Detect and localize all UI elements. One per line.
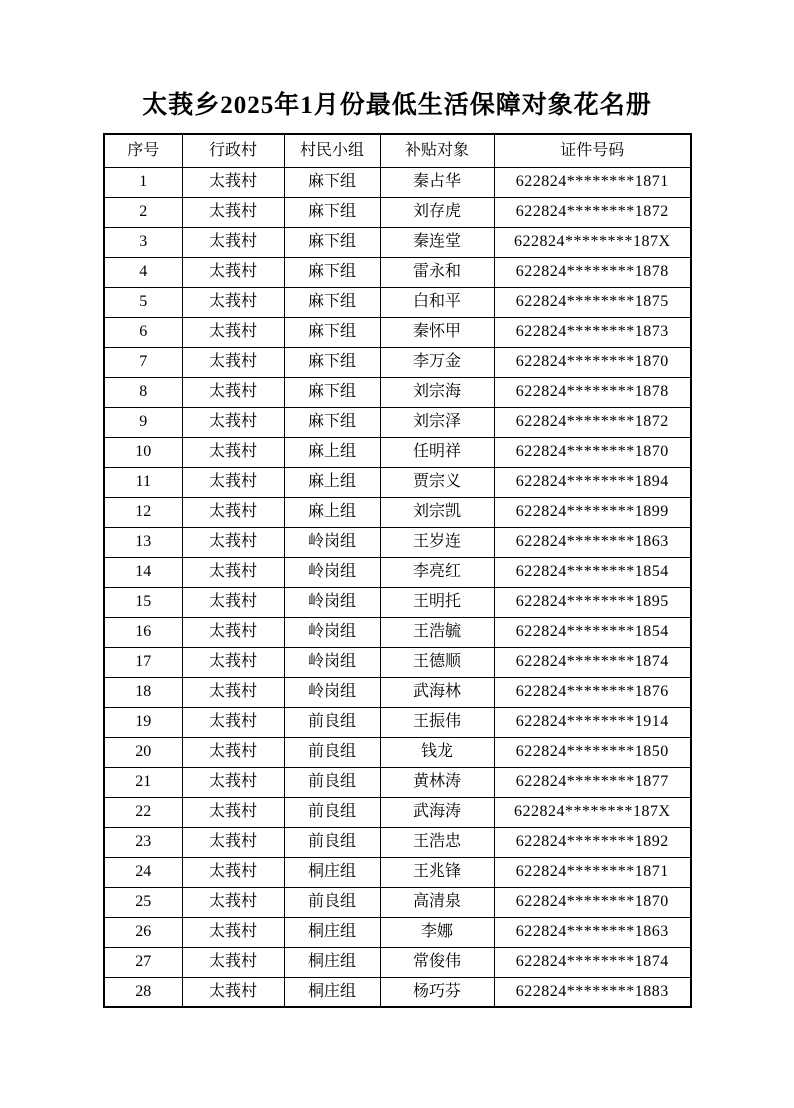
cell-id-number: 622824********1870 — [494, 437, 691, 467]
column-header-village: 行政村 — [182, 134, 284, 167]
cell-serial: 7 — [104, 347, 182, 377]
cell-village: 太莪村 — [182, 647, 284, 677]
cell-id-number: 622824********1872 — [494, 407, 691, 437]
cell-group: 前良组 — [284, 797, 380, 827]
column-header-group: 村民小组 — [284, 134, 380, 167]
cell-group: 麻上组 — [284, 437, 380, 467]
table-row — [104, 827, 691, 857]
table-row — [104, 467, 691, 497]
cell-recipient: 刘宗泽 — [380, 407, 494, 437]
cell-serial: 13 — [104, 527, 182, 557]
cell-serial: 24 — [104, 857, 182, 887]
cell-village: 太莪村 — [182, 287, 284, 317]
document-title: 太莪乡2025年1月份最低生活保障对象花名册 — [142, 92, 652, 119]
cell-id-number: 622824********1854 — [494, 557, 691, 587]
cell-id-number: 622824********1899 — [494, 497, 691, 527]
cell-serial: 20 — [104, 737, 182, 767]
cell-recipient: 黄林涛 — [380, 767, 494, 797]
cell-village: 太莪村 — [182, 797, 284, 827]
cell-id-number: 622824********1894 — [494, 467, 691, 497]
roster-table — [103, 133, 692, 1008]
cell-serial: 8 — [104, 377, 182, 407]
table-row — [104, 947, 691, 977]
cell-id-number: 622824********1875 — [494, 287, 691, 317]
cell-serial: 2 — [104, 197, 182, 227]
cell-id-number: 622824********1874 — [494, 947, 691, 977]
cell-serial: 22 — [104, 797, 182, 827]
cell-group: 麻下组 — [284, 227, 380, 257]
column-header-id-number: 证件号码 — [494, 134, 691, 167]
cell-group: 麻上组 — [284, 467, 380, 497]
cell-recipient: 武海涛 — [380, 797, 494, 827]
cell-recipient: 贾宗义 — [380, 467, 494, 497]
cell-group: 麻下组 — [284, 317, 380, 347]
cell-serial: 12 — [104, 497, 182, 527]
cell-id-number: 622824********187X — [494, 797, 691, 827]
cell-group: 桐庄组 — [284, 857, 380, 887]
cell-serial: 28 — [104, 977, 182, 1007]
table-row — [104, 317, 691, 347]
table-row — [104, 737, 691, 767]
cell-recipient: 李万金 — [380, 347, 494, 377]
cell-village: 太莪村 — [182, 257, 284, 287]
cell-id-number: 622824********1871 — [494, 857, 691, 887]
cell-id-number: 622824********1878 — [494, 257, 691, 287]
cell-village: 太莪村 — [182, 947, 284, 977]
cell-recipient: 刘宗凯 — [380, 497, 494, 527]
table-row — [104, 857, 691, 887]
table-row — [104, 677, 691, 707]
cell-group: 麻下组 — [284, 377, 380, 407]
cell-id-number: 622824********1850 — [494, 737, 691, 767]
cell-id-number: 622824********1914 — [494, 707, 691, 737]
table-row — [104, 647, 691, 677]
cell-village: 太莪村 — [182, 437, 284, 467]
cell-id-number: 622824********1870 — [494, 347, 691, 377]
cell-serial: 11 — [104, 467, 182, 497]
cell-serial: 18 — [104, 677, 182, 707]
cell-id-number: 622824********1870 — [494, 887, 691, 917]
cell-group: 岭岗组 — [284, 617, 380, 647]
cell-id-number: 622824********1872 — [494, 197, 691, 227]
cell-group: 前良组 — [284, 767, 380, 797]
cell-serial: 23 — [104, 827, 182, 857]
cell-recipient: 秦连堂 — [380, 227, 494, 257]
cell-recipient: 刘存虎 — [380, 197, 494, 227]
cell-id-number: 622824********1874 — [494, 647, 691, 677]
cell-recipient: 高清泉 — [380, 887, 494, 917]
table-row — [104, 167, 691, 197]
cell-group: 桐庄组 — [284, 947, 380, 977]
table-row — [104, 557, 691, 587]
table-row — [104, 347, 691, 377]
cell-recipient: 王明托 — [380, 587, 494, 617]
cell-recipient: 王浩忠 — [380, 827, 494, 857]
table-row — [104, 887, 691, 917]
cell-group: 桐庄组 — [284, 917, 380, 947]
table-row — [104, 377, 691, 407]
cell-group: 岭岗组 — [284, 557, 380, 587]
cell-id-number: 622824********1892 — [494, 827, 691, 857]
cell-group: 麻下组 — [284, 347, 380, 377]
cell-village: 太莪村 — [182, 977, 284, 1007]
cell-village: 太莪村 — [182, 917, 284, 947]
cell-serial: 10 — [104, 437, 182, 467]
table-row — [104, 977, 691, 1007]
table-row — [104, 707, 691, 737]
cell-group: 前良组 — [284, 827, 380, 857]
cell-village: 太莪村 — [182, 197, 284, 227]
table-row — [104, 227, 691, 257]
cell-serial: 14 — [104, 557, 182, 587]
column-header-serial: 序号 — [104, 134, 182, 167]
cell-recipient: 王德顺 — [380, 647, 494, 677]
cell-recipient: 王兆锋 — [380, 857, 494, 887]
cell-id-number: 622824********1854 — [494, 617, 691, 647]
cell-serial: 16 — [104, 617, 182, 647]
cell-recipient: 任明祥 — [380, 437, 494, 467]
table-row — [104, 797, 691, 827]
cell-village: 太莪村 — [182, 827, 284, 857]
cell-recipient: 白和平 — [380, 287, 494, 317]
cell-serial: 17 — [104, 647, 182, 677]
cell-group: 麻下组 — [284, 257, 380, 287]
cell-serial: 19 — [104, 707, 182, 737]
cell-id-number: 622824********1878 — [494, 377, 691, 407]
cell-recipient: 秦怀甲 — [380, 317, 494, 347]
cell-group: 桐庄组 — [284, 977, 380, 1007]
cell-recipient: 钱龙 — [380, 737, 494, 767]
cell-village: 太莪村 — [182, 677, 284, 707]
cell-recipient: 李亮红 — [380, 557, 494, 587]
cell-group: 麻下组 — [284, 197, 380, 227]
cell-village: 太莪村 — [182, 587, 284, 617]
cell-village: 太莪村 — [182, 317, 284, 347]
cell-id-number: 622824********1883 — [494, 977, 691, 1007]
cell-recipient: 王振伟 — [380, 707, 494, 737]
cell-id-number: 622824********1873 — [494, 317, 691, 347]
cell-id-number: 622824********1895 — [494, 587, 691, 617]
cell-id-number: 622824********1871 — [494, 167, 691, 197]
cell-serial: 27 — [104, 947, 182, 977]
cell-recipient: 李娜 — [380, 917, 494, 947]
cell-recipient: 王岁连 — [380, 527, 494, 557]
cell-recipient: 雷永和 — [380, 257, 494, 287]
cell-serial: 1 — [104, 167, 182, 197]
cell-id-number: 622824********1877 — [494, 767, 691, 797]
table-row — [104, 587, 691, 617]
table-row — [104, 407, 691, 437]
cell-serial: 3 — [104, 227, 182, 257]
cell-recipient: 武海林 — [380, 677, 494, 707]
cell-village: 太莪村 — [182, 377, 284, 407]
cell-village: 太莪村 — [182, 407, 284, 437]
cell-village: 太莪村 — [182, 527, 284, 557]
cell-village: 太莪村 — [182, 557, 284, 587]
table-row — [104, 437, 691, 467]
cell-village: 太莪村 — [182, 887, 284, 917]
table-row — [104, 257, 691, 287]
table-row — [104, 497, 691, 527]
cell-id-number: 622824********1863 — [494, 527, 691, 557]
cell-recipient: 杨巧芬 — [380, 977, 494, 1007]
cell-group: 前良组 — [284, 707, 380, 737]
cell-group: 麻下组 — [284, 287, 380, 317]
cell-village: 太莪村 — [182, 737, 284, 767]
cell-serial: 5 — [104, 287, 182, 317]
table-row — [104, 287, 691, 317]
cell-village: 太莪村 — [182, 707, 284, 737]
table-row — [104, 767, 691, 797]
cell-group: 岭岗组 — [284, 587, 380, 617]
cell-village: 太莪村 — [182, 347, 284, 377]
table-row — [104, 527, 691, 557]
cell-group: 岭岗组 — [284, 527, 380, 557]
cell-village: 太莪村 — [182, 167, 284, 197]
cell-serial: 4 — [104, 257, 182, 287]
header-row — [104, 134, 691, 167]
cell-group: 前良组 — [284, 887, 380, 917]
cell-recipient: 王浩毓 — [380, 617, 494, 647]
cell-serial: 21 — [104, 767, 182, 797]
cell-recipient: 刘宗海 — [380, 377, 494, 407]
cell-group: 麻下组 — [284, 167, 380, 197]
cell-village: 太莪村 — [182, 617, 284, 647]
cell-id-number: 622824********1863 — [494, 917, 691, 947]
cell-group: 前良组 — [284, 737, 380, 767]
cell-village: 太莪村 — [182, 857, 284, 887]
cell-group: 麻上组 — [284, 497, 380, 527]
table-row — [104, 917, 691, 947]
cell-serial: 9 — [104, 407, 182, 437]
cell-village: 太莪村 — [182, 467, 284, 497]
cell-village: 太莪村 — [182, 497, 284, 527]
cell-village: 太莪村 — [182, 767, 284, 797]
cell-serial: 26 — [104, 917, 182, 947]
column-header-recipient: 补贴对象 — [380, 134, 494, 167]
cell-serial: 6 — [104, 317, 182, 347]
cell-id-number: 622824********187X — [494, 227, 691, 257]
cell-serial: 15 — [104, 587, 182, 617]
cell-group: 岭岗组 — [284, 647, 380, 677]
cell-id-number: 622824********1876 — [494, 677, 691, 707]
cell-recipient: 常俊伟 — [380, 947, 494, 977]
cell-group: 麻下组 — [284, 407, 380, 437]
cell-serial: 25 — [104, 887, 182, 917]
cell-village: 太莪村 — [182, 227, 284, 257]
roster-body — [104, 167, 691, 1007]
cell-group: 岭岗组 — [284, 677, 380, 707]
table-row — [104, 197, 691, 227]
cell-recipient: 秦占华 — [380, 167, 494, 197]
table-row — [104, 617, 691, 647]
